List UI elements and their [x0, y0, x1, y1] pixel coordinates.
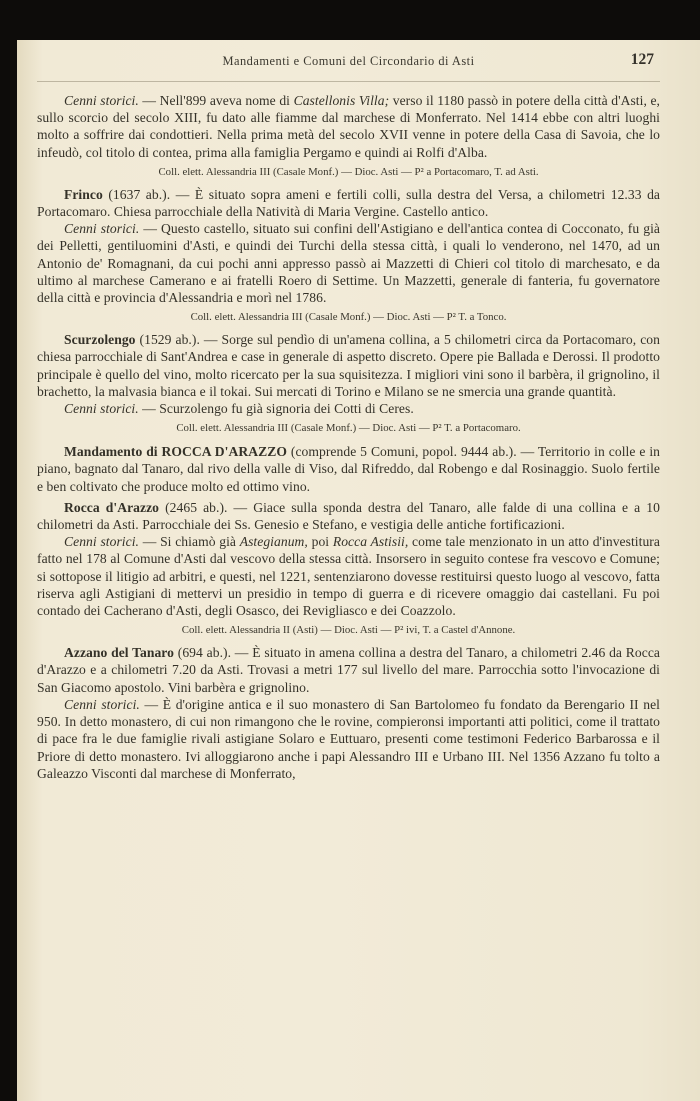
text-run: (2465 ab.). — Giace sulla sponda destra del Tanaro, alle falde di una collina e a 10 chilometri da Asti. Parrocchiale dei Ss. Genesio e Stefano, e vestigia delle antiche fortificazioni.: [37, 499, 660, 533]
text-run: Astegianum,: [239, 534, 308, 550]
electoral-note-line: [37, 310, 660, 324]
text-run: Cenni storici.: [64, 401, 139, 417]
text-run: Coll. elett. Alessandria III (Casale Monf.) — Dioc. Asti — P² a Portacomaro, T. ad Asti.: [158, 165, 539, 178]
text-run: Coll. elett. Alessandria II (Asti) — Dioc. Asti — P² ivi, T. a Castel d'Annone.: [181, 624, 516, 637]
paragraph: [37, 92, 660, 161]
text-run: Cenni storici.: [64, 221, 140, 237]
paragraph: [37, 696, 660, 782]
electoral-note-line: [37, 623, 660, 637]
scan-left-border: [0, 0, 17, 1101]
text-run: Mandamento di ROCCA D'ARAZZO: [64, 444, 287, 460]
text-run: Cenni storici.: [64, 534, 139, 550]
electoral-note-line: [37, 421, 660, 435]
text-run: (1637 ab.). — È situato sopra ameni e fertili colli, sulla destra del Versa, a chilometri 12.33 da Portacomaro. Chiesa parrocchiale della Natività di Maria Vergine. Castello antico.: [37, 186, 660, 220]
paragraph: [37, 499, 660, 533]
text-run: — Questo castello, situato sui confini dell'Astigiano e dell'antica contea di Cocconato, fu già dei Pelletti, gentiluomini d'Asti, e quindi dei Turchi della stessa città, i quali lo venderono, nel 1470, ad un Antonio de' Romagnani, da cui pochi anni appresso passò ai Mazzetti di Chieri col titolo di marchesato, e da ultimo al marchese Camerano e ai fratelli Roero di Settime. Un Mazzetti, generale di fanteria, fu governatore della città e provincia d'Alessandria e morì nel 1786.: [37, 221, 660, 306]
text-run: — È d'origine antica e il suo monastero di San Bartolomeo fu fondato da Berengario II nel 950. In detto monastero, di cui non rimangono che le rovine, compieronsi importanti atti politici, come il trattato di pace fra le due famiglie rivali astigiane Solaro e Euttuaro, presenti come testimoni Federico Barbarossa e il Priore di detto monastero. Ivi alloggiarono anche i papi Alessandro III e Urbano III. Nel 1356 Azzano fu tolto a Galeazzo Visconti dal marchese di Monferrato,: [37, 696, 660, 781]
paragraph: [37, 400, 660, 417]
paper: [17, 40, 700, 1101]
text-run: Coll. elett. Alessandria III (Casale Monf.) — Dioc. Asti — P² T. a Portacomaro.: [176, 422, 521, 435]
text-block: [37, 92, 660, 782]
text-run: poi: [307, 534, 333, 550]
paragraph: [37, 644, 660, 696]
text-run: (1529 ab.). — Sorge sul pendìo di un'amena collina, a 5 chilometri circa da Portacomaro, con chiesa parrocchiale di Sant'Andrea e case in generale di aspetto discreto. Opere pie Ballada e Derossi. Il prodotto principale è quello del vino, molto ricercato per la sua squisitezza. I migliori vini sono il barbèra, il grignolino, il brachetto, la malvasia bianca e il tokai. Sui mercati di Torino e Milano se ne smercia una grande quantità.: [37, 332, 660, 399]
text-run: (comprende 5 Comuni, popol. 9444 ab.). — Territorio in colle e in piano, bagnato dal Tanaro, dal rivo della valle di Viso, dal Rifreddo, dal Robengo e dal Rosinaggio. Suolo fertile e ben coltivato che produce molto ed ottimo vino.: [37, 444, 661, 494]
text-run: Azzano del Tanaro: [64, 645, 174, 661]
text-run: Cenni storici.: [64, 696, 140, 712]
text-run: — Si chiamò già: [138, 534, 240, 550]
text-run: — Scurzolengo fu già signoria dei Cotti di Ceres.: [138, 401, 414, 417]
paragraph: [37, 533, 660, 619]
paragraph: [37, 220, 660, 306]
text-run: Coll. elett. Alessandria III (Casale Monf.) — Dioc. Asti — P² T. a Tonco.: [190, 311, 507, 324]
scan-top-border: [0, 0, 700, 40]
page-header: [37, 51, 660, 74]
text-run: Castellonis Villa;: [293, 93, 390, 108]
paragraph: [37, 443, 660, 495]
text-run: Scurzolengo: [64, 332, 136, 348]
header-rule: [37, 81, 660, 82]
text-run: Frinco: [64, 186, 103, 202]
paragraph: [37, 331, 660, 400]
text-run: verso il 1180 passò in potere della città d'Asti, e, sullo scorcio del secolo XIII, fu dato alle fiamme dal marchese di Monferrato. Nel 1414 ebbe con altri luoghi molto a soffrire dai condottieri. Nella prima metà del secolo XVII venne in potere della Casa di Savoia, che lo infeudò, col titolo di contea, prima alla famiglia Pergamo e quindi ai Rolfi d'Alba.: [37, 93, 661, 160]
electoral-note-line: [37, 165, 660, 179]
text-run: Rocca d'Arazzo: [64, 499, 160, 515]
text-run: (694 ab.). — È situato in amena collina a destra del Tanaro, a chilometri 2.46 da Rocca d'Arazzo e a chilometri 7.20 da Asti. Trovasi a metri 177 sul livello del mare. Parrocchia sotto l'invocazione di San Giacomo apostolo. Vini barbèra e grignolino.: [37, 645, 660, 695]
text-run: Cenni storici.: [64, 93, 139, 108]
text-run: Rocca Astisii,: [332, 534, 409, 550]
page-number: 127: [630, 51, 654, 68]
text-run: — Nell'899 aveva nome di: [138, 93, 294, 108]
text-run: come tale menzionato in un atto d'investitura fatto nel 178 al Comune d'Asti dal vescovo della stessa città. Insorsero in seguito contese fra vescovo e Comune; si sottopose il litigio ad arbitri, e questi, nel 1221, sentenziarono dovesse restituirsi questo luogo al vescovo, fatta riserva agli Astigiani di mettervi un presidio in tempo di guerra e di ricevere omaggio dai castellani. Fu poi contado dei Cacherano d'Asti, degli Osasco, dei Revigliasco e dei Coazzolo.: [37, 534, 660, 619]
paragraph: [37, 186, 660, 220]
running-head-title: Mandamenti e Comuni del Circondario di Asti: [222, 54, 475, 68]
